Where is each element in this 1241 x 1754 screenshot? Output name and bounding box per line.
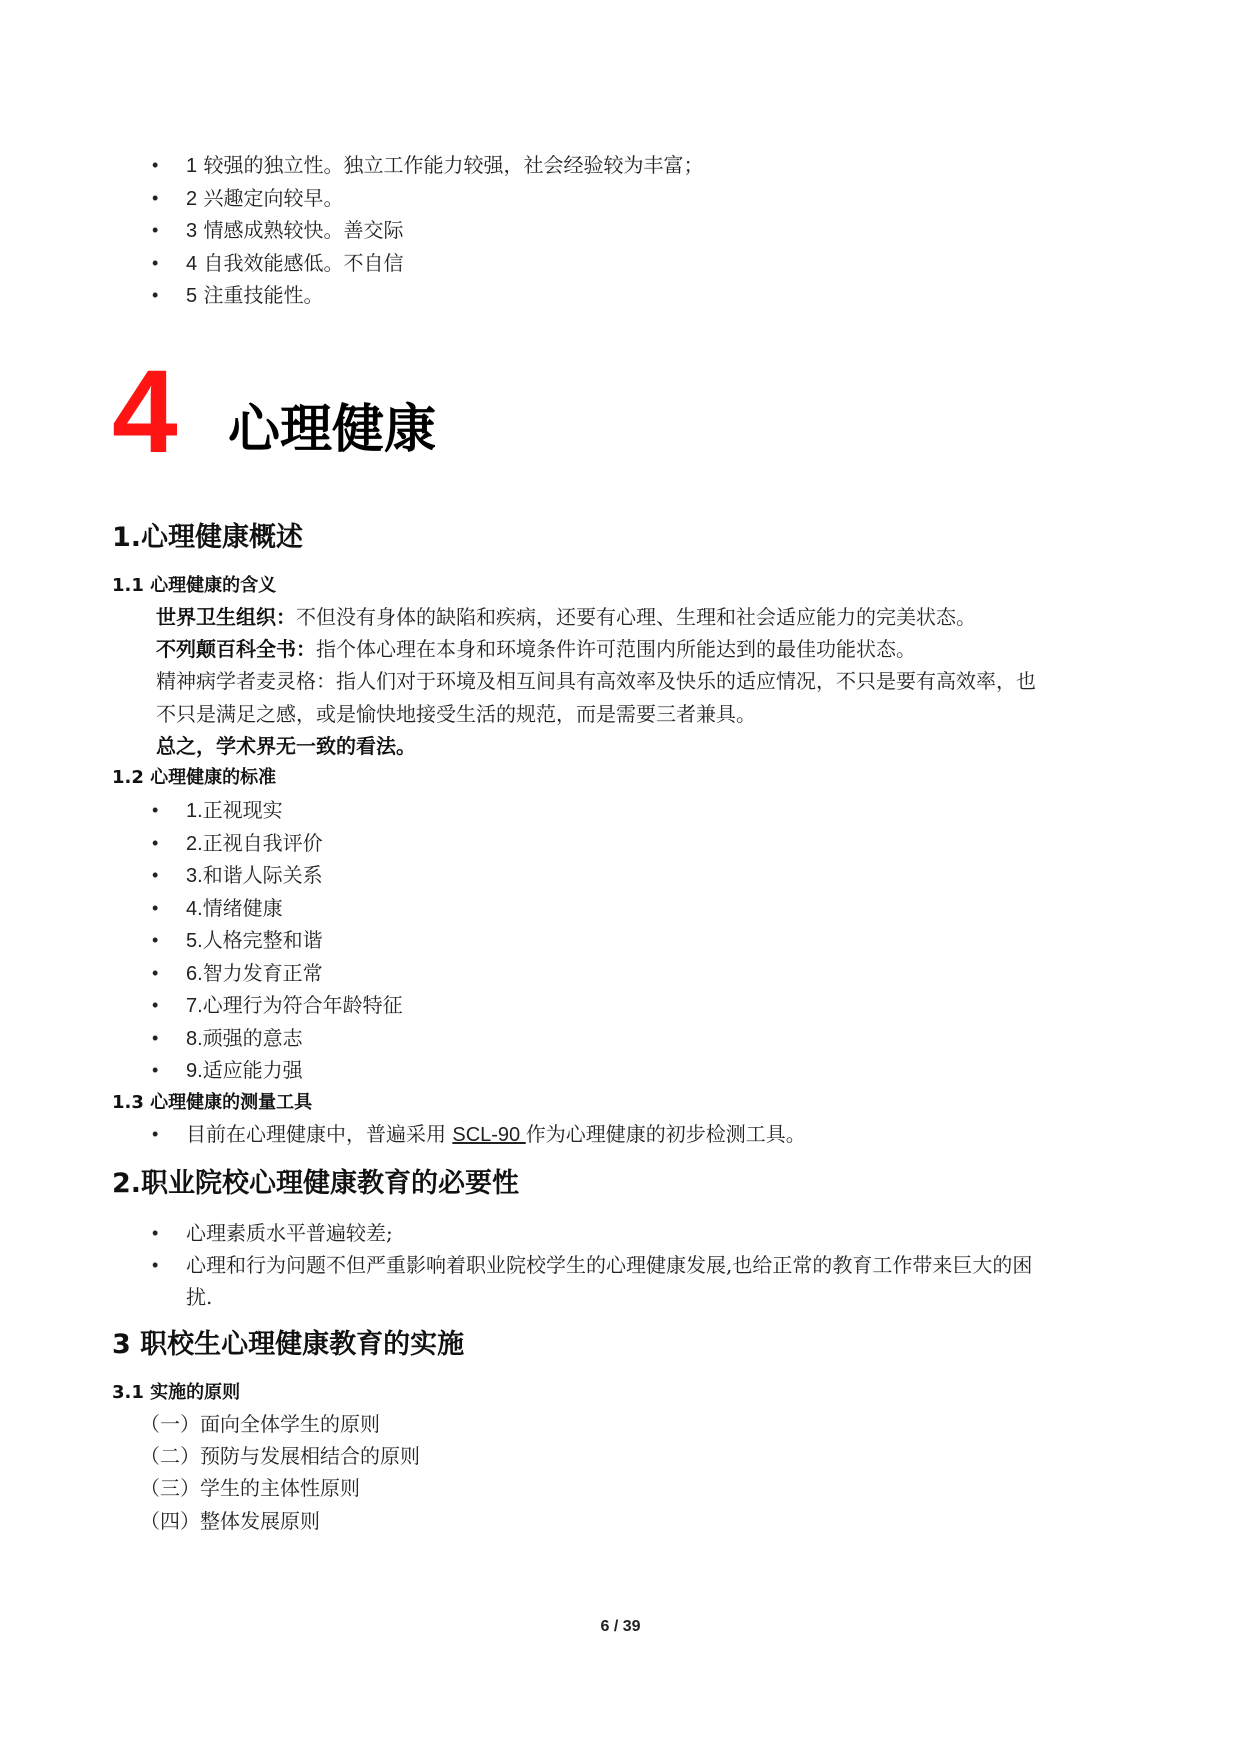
conclusion: 总之，学术界无一致的看法。 xyxy=(156,734,416,758)
bullet-icon: • xyxy=(152,155,159,175)
definition-britannica: 不列颠百科全书：指个体心理在本身和环境条件许可范围内所能达到的最佳功能状态。 xyxy=(156,637,916,661)
document-page: • 1 较强的独立性。独立工作能力较强，社会经验较为丰富； • 2 兴趣定向较早。 • 3 情感成熟较快。善交际 • 4 自我效能感低。不自信 • 5 注重技能性。 4 心理健康 1.心理健康概述 1.1 心理健康的含义 世界卫生组织：不但没有身体的缺陷和疾病，还要有心理、生理和社会适应能力的完美状态。 不列颠百科全书：指个体心理在本身和环境条件许可范围内所能达到的最佳功能状态。 精神病学者麦灵格：指人们对于环境及相互间具有高效率及快乐的适应情况，不只是要有高效率，也 不只是满足之感，或是愉快地接受生活的规范，而是需要三者兼具。 总之，学术界无一致的看法。 1.2 心理健康的标准 • 1.正视现实 • 2.正视自我评价 • 3.和谐人际关系 • 4.情绪健康 • 5.人格完整和谐 • 6.智力发育正常 • 7.心理行为符合年龄特征 • 8.顽强的意志 • 9.适应能力强 1.3 心理健康的测量工具 • 目前在心理健康中，普遍采用 SCL-90 作为心理健康的初步检测工具。 2.职业院校心理健康教育的必要性 • 心理素质水平普遍较差; • 心理和行为问题不但严重影响着职业院校学生的心理健康发展,也给正常的教育工作带来巨大的困 扰. 3 职校生心理健康教育的实施 3.1 实施的原则 （一）面向全体学生的原则 （二）预防与发展相结合的原则 （三）学生的主体性原则 （四）整体发展原则 6 / 39 xyxy=(0,0,1241,1754)
list-item-continuation: 扰. xyxy=(186,1285,213,1309)
subsection-heading: 3.1 实施的原则 xyxy=(112,1382,241,1403)
section-heading: 2.职业院校心理健康教育的必要性 xyxy=(112,1168,520,1199)
principle-item: （一）面向全体学生的原则 xyxy=(140,1412,380,1436)
page-number: 6 / 39 xyxy=(600,1618,641,1635)
bullet-icon: • xyxy=(152,930,159,950)
chapter-title: 心理健康 xyxy=(228,400,437,460)
definition-menninger-line1: 精神病学者麦灵格：指人们对于环境及相互间具有高效率及快乐的适应情况，不只是要有高效率，也 xyxy=(156,669,1036,693)
bullet-icon: • xyxy=(152,1255,159,1275)
bullet-icon: • xyxy=(152,963,159,983)
bullet-icon: • xyxy=(152,898,159,918)
bullet-icon: • xyxy=(152,995,159,1015)
chapter-number: 4 xyxy=(112,346,178,478)
subsection-heading: 1.1 心理健康的含义 xyxy=(112,575,277,596)
section-heading: 3 职校生心理健康教育的实施 xyxy=(112,1329,465,1360)
subsection-heading: 1.3 心理健康的测量工具 xyxy=(112,1092,313,1113)
bullet-icon: • xyxy=(152,1028,159,1048)
principle-item: （二）预防与发展相结合的原则 xyxy=(140,1444,420,1468)
bullet-icon: • xyxy=(152,285,159,305)
bullet-icon: • xyxy=(152,1060,159,1080)
definition-menninger-line2: 不只是满足之感，或是愉快地接受生活的规范，而是需要三者兼具。 xyxy=(156,702,756,726)
bullet-icon: • xyxy=(152,800,159,820)
bullet-icon: • xyxy=(152,865,159,885)
bullet-icon: • xyxy=(152,1124,159,1144)
definition-who: 世界卫生组织：不但没有身体的缺陷和疾病，还要有心理、生理和社会适应能力的完美状态。 xyxy=(156,605,976,629)
section-heading: 1.心理健康概述 xyxy=(112,522,304,553)
bullet-icon: • xyxy=(152,188,159,208)
scl90-link[interactable]: SCL-90 xyxy=(452,1124,526,1146)
bullet-icon: • xyxy=(152,1223,159,1243)
bullet-icon: • xyxy=(152,253,159,273)
subsection-heading: 1.2 心理健康的标准 xyxy=(112,767,277,788)
principle-item: （三）学生的主体性原则 xyxy=(140,1476,360,1500)
bullet-icon: • xyxy=(152,220,159,240)
principle-item: （四）整体发展原则 xyxy=(140,1509,320,1533)
bullet-icon: • xyxy=(152,833,159,853)
